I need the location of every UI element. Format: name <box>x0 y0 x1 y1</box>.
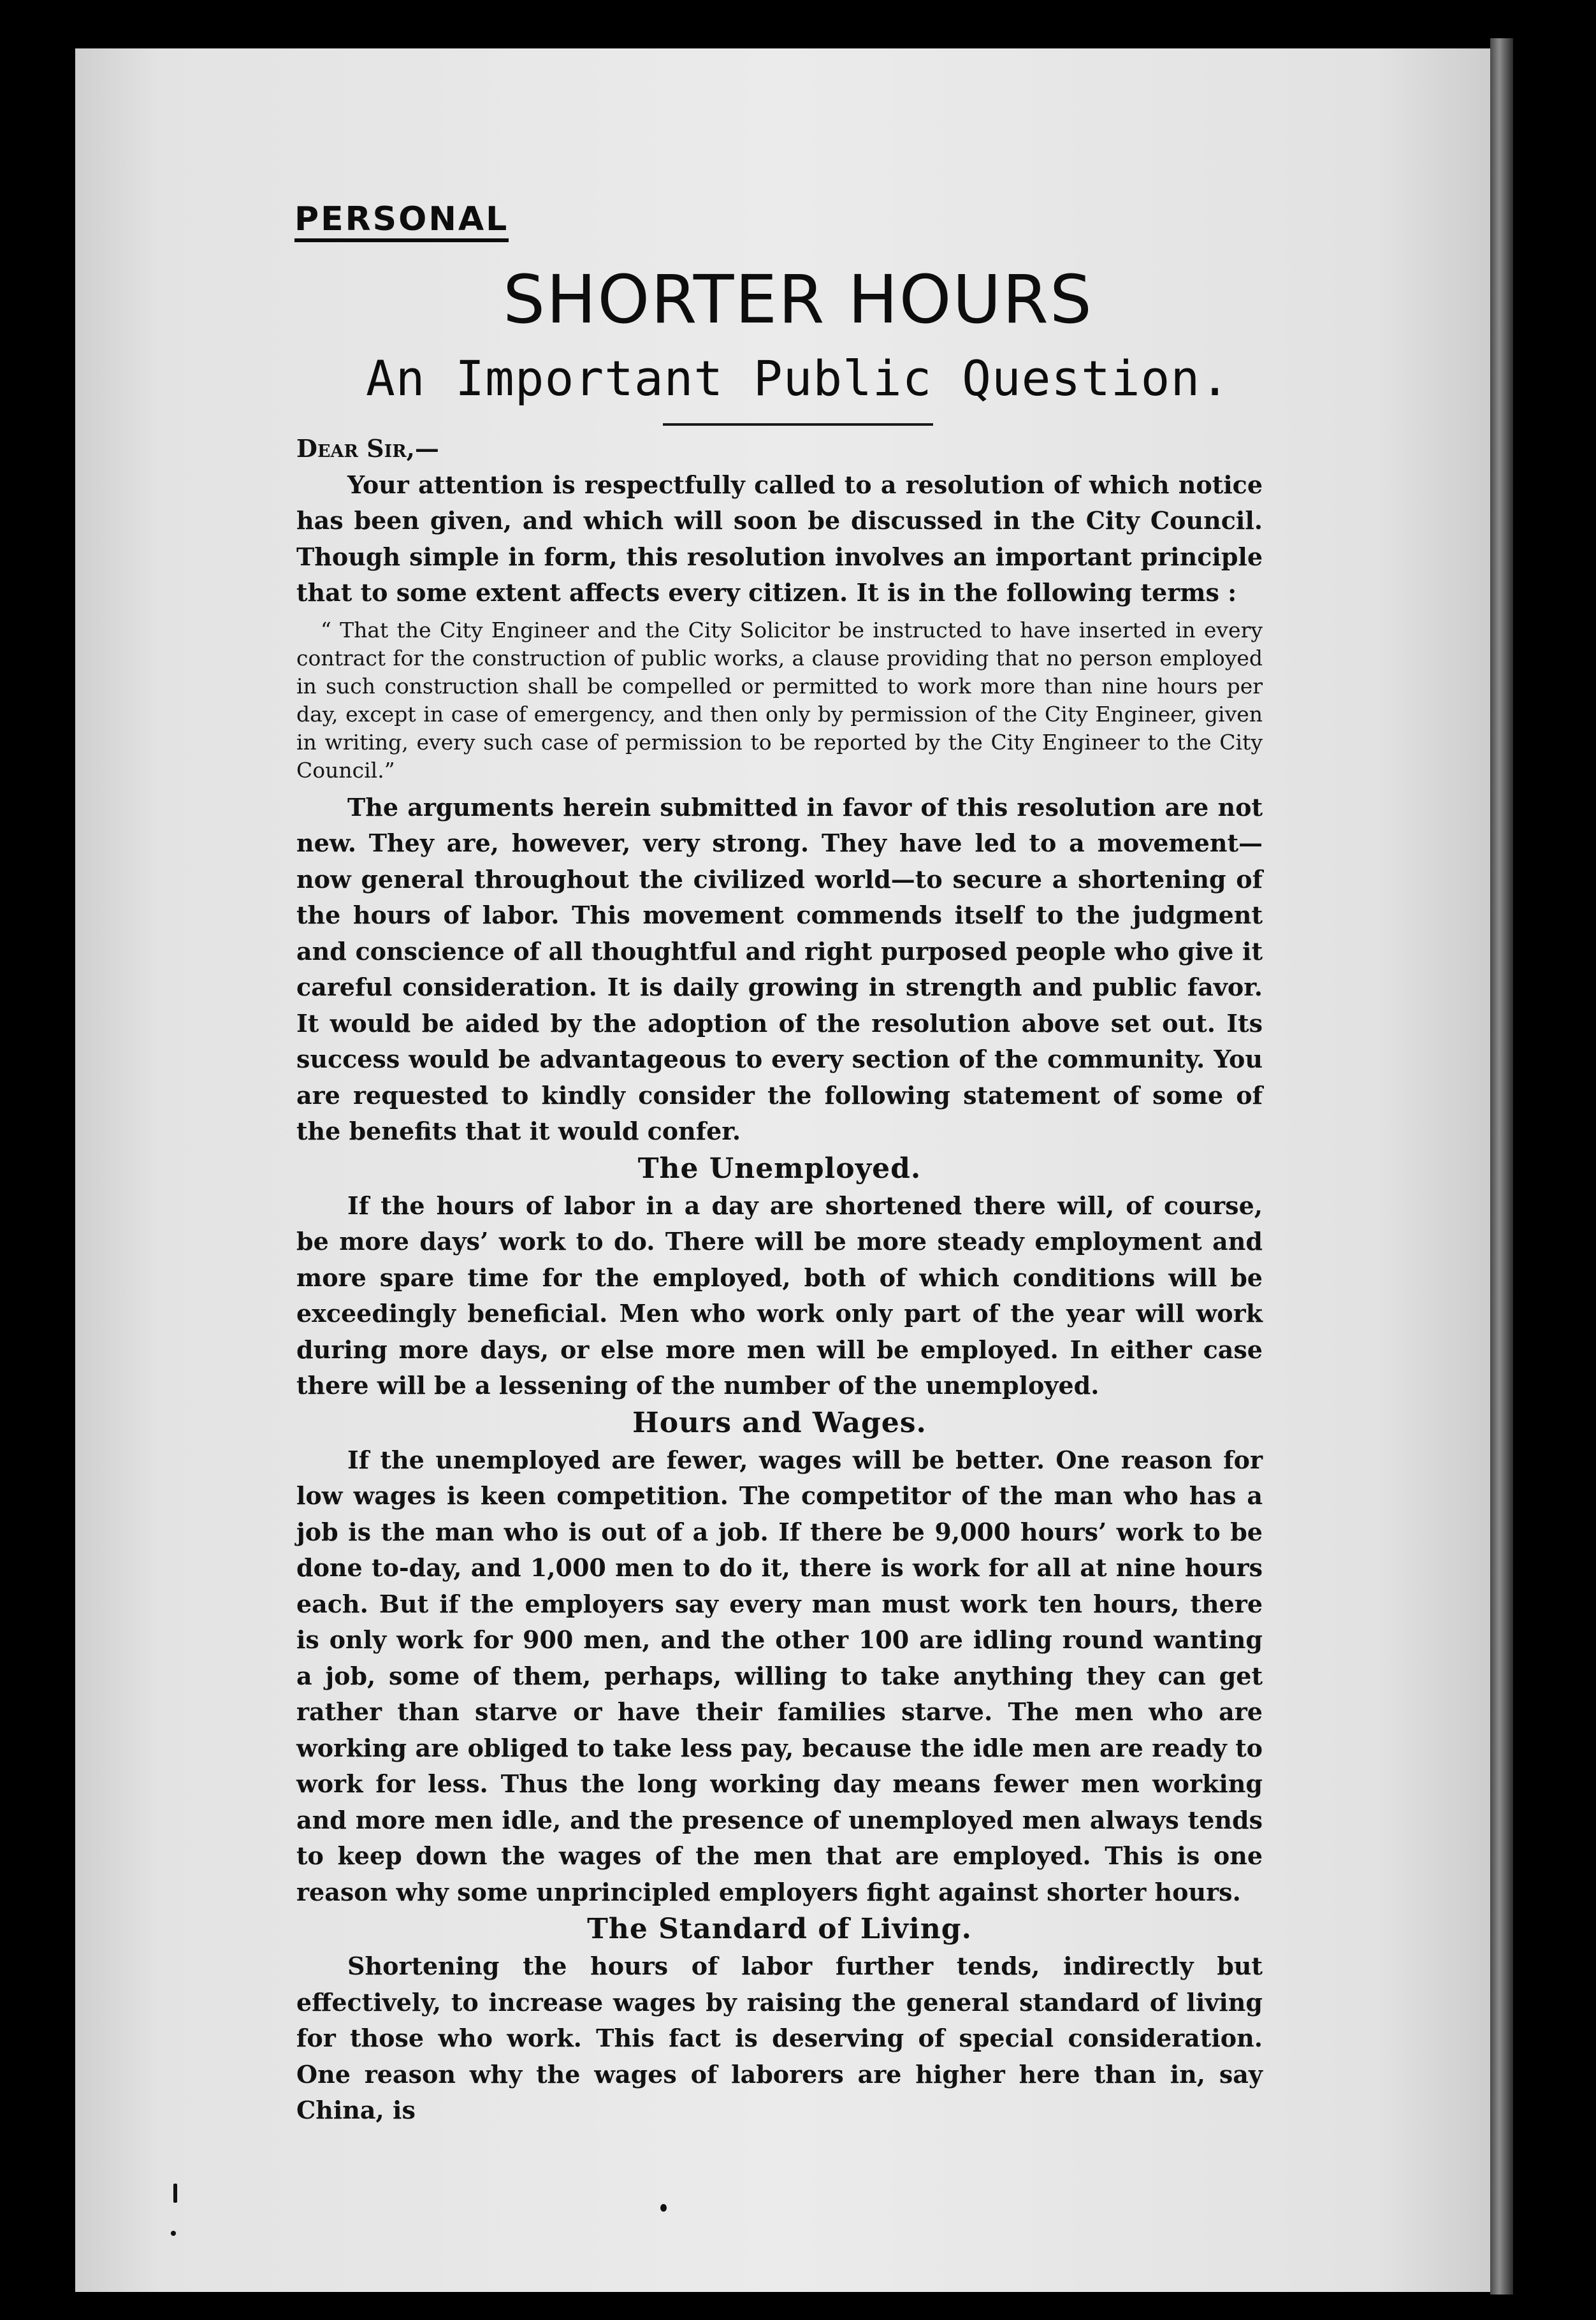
title-divider <box>663 423 933 426</box>
personal-label: PERSONAL <box>294 203 509 242</box>
letter-body <box>296 431 1263 2129</box>
arguments-paragraph: The arguments herein submitted in favor of this resolution are not new. They are, however, very strong. They have led to a movement—now general throughout the civilized world—to secure a shortening of the hours of labor. This movement commends itself to the judgment and conscience of all thoughtful and right purposed people who give it careful consideration. It is daily growing in strength and public favor. It would be aided by the adoption of the resolution above set out. Its success would be advantageous to every section of the community. You are requested to kindly consider the following statement of some of the benefits that it would confer. <box>296 792 1263 1145</box>
scan-speck <box>171 2231 176 2236</box>
section-heading-hours-and-wages: Hours and Wages. <box>632 1406 927 1439</box>
section-text-unemployed: If the hours of labor in a day are shortened there will, of course, be more days’ work to do. There will be more steady employment and more spare time for the employed, both of which conditions will be exceedingly beneficial. Men who work only part of the year will work during more days, or else more men will be employed. In either case there will be a lessening of the number of the unemployed. <box>296 1191 1263 1400</box>
scan-speck <box>660 2204 667 2212</box>
intro-paragraph: Your attention is respectfully called to a resolution of which notice has been given, and which will soon be discussed in the City Council. Though simple in form, this resolution involves an important principle that to some extent affects every citizen. It is in the following terms : <box>296 470 1263 607</box>
section-text-hours-and-wages: If the unemployed are fewer, wages will be better. One reason for low wages is keen competition. The competitor of the man who has a job is the man who is out of a job. If there be 9,000 hours’ work to be done to-day, and 1,000 men to do it, there is work for all at nine hours each. But if the employers say every man must work ten hours, there is only work for 900 men, and the other 100 are idling round wanting a job, some of them, perhaps, willing to take anything they can get rather than starve or have their families starve. The men who are working are obliged to take less pay, because the idle men are ready to work for less. Thus the long working day means fewer men working and more men idle, and the presence of unemployed men always tends to keep down the wages of the men that are employed. This is one reason why some unprincipled employers fight against shorter hours. <box>296 1445 1263 1906</box>
document-title: SHORTER HOURS <box>503 261 1093 338</box>
section-text-standard-of-living: Shortening the hours of labor further tends, indirectly but effectively, to increase wages by raising the general standard of living for those who work. This fact is deserving of special consideration. One reason why the wages of laborers are higher here than in, say China, is <box>296 1952 1263 2124</box>
document-subtitle: An Important Public Question. <box>366 350 1230 407</box>
scan-speck <box>173 2184 177 2203</box>
section-heading-standard-of-living: The Standard of Living. <box>587 1913 972 1945</box>
salutation: Dear Sir,— <box>296 434 439 463</box>
section-heading-unemployed: The Unemployed. <box>637 1152 922 1185</box>
resolution-quote: “ That the City Engineer and the City Solicitor be instructed to have inserted in every contract for the construction of public works, a clause providing that no person employed in such construction shall be compelled or permitted to work more than nine hours per day, except in case of emergency, and then only by permission of the City Engineer, given in writing, every such case of permission to be reported by the City Engineer to the City Council.” <box>296 617 1263 783</box>
